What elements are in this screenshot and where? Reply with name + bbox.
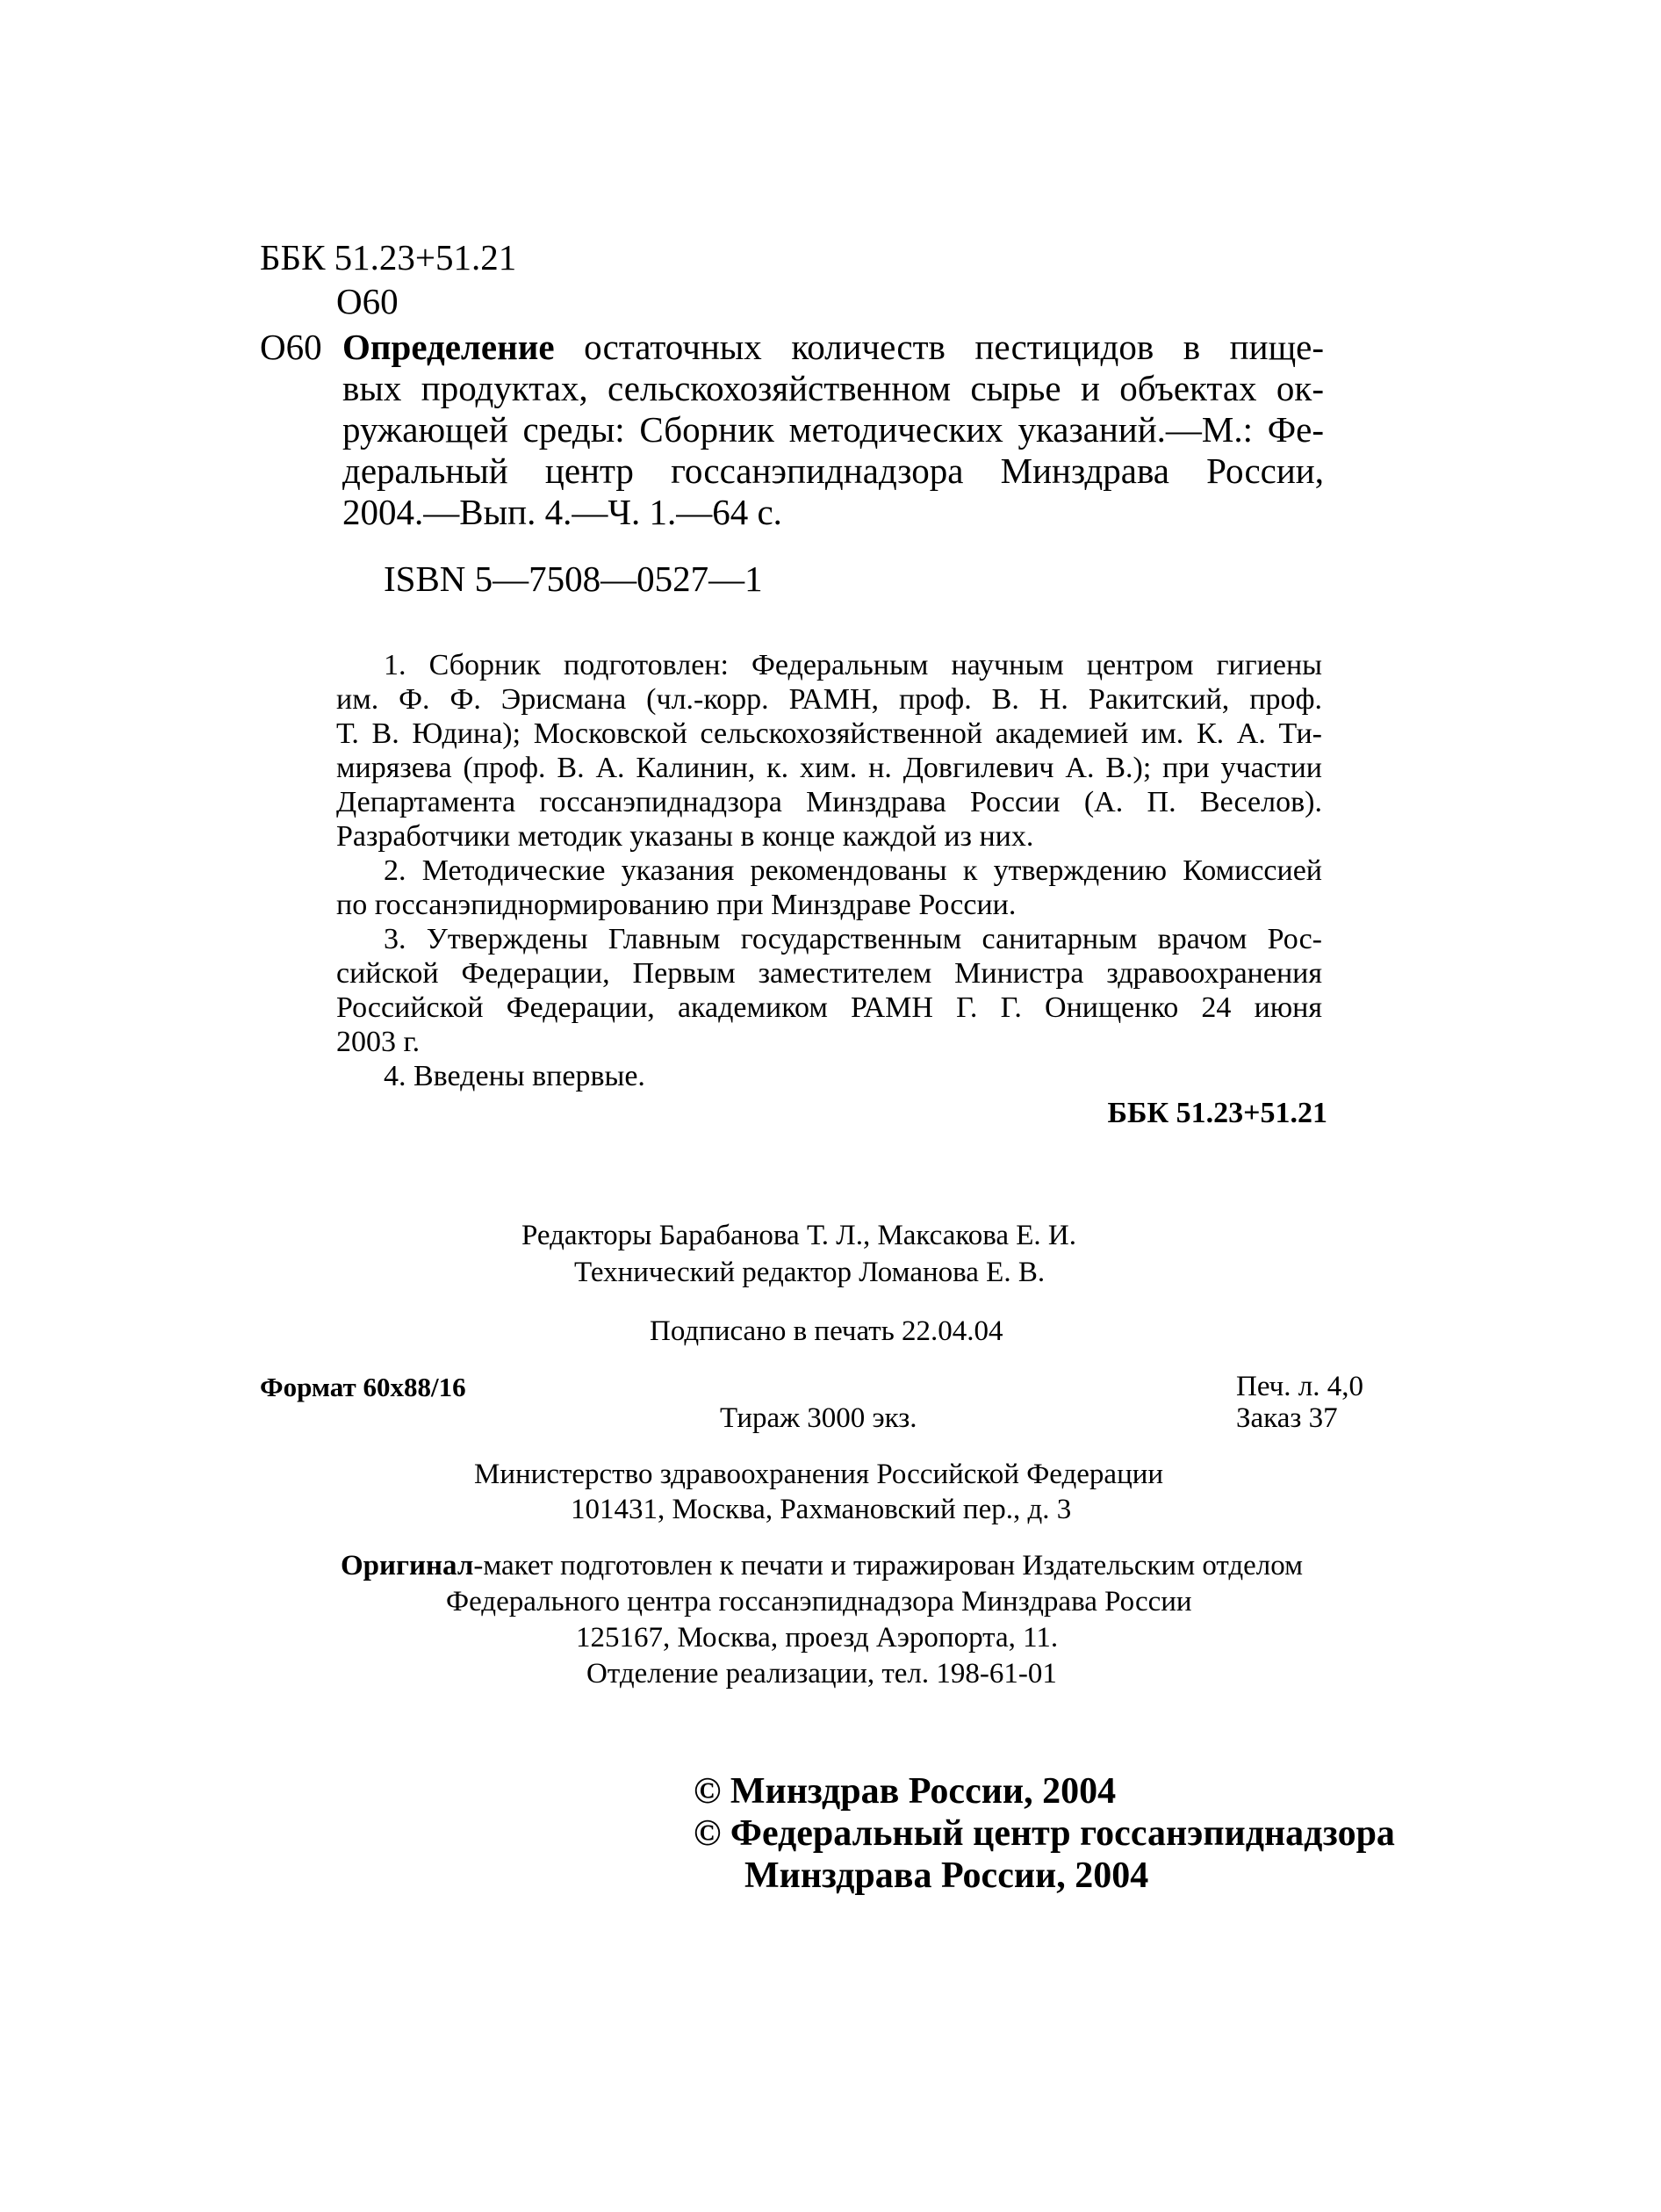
layout-line-3: 125167, Москва, проезд Аэропорта, 11. <box>576 1622 1059 1654</box>
copyright-line-2: © Федеральный центр госсанэпиднадзора <box>694 1813 1395 1854</box>
note-3-line-4: 2003 г. <box>336 1026 421 1058</box>
note-3-line-2: сийской Федерации, Первым заместителем Министра здравоохранения <box>336 957 1322 990</box>
notes-section <box>336 648 1322 1093</box>
record-line-4: деральный центр госсанэпиднадзора Минздрава России, <box>342 450 1324 491</box>
note-1-line-1: 1. Сборник подготовлен: Федеральным научным центром гигиены <box>384 649 1322 681</box>
tech-editor: Технический редактор Ломанова Е. В. <box>574 1257 1046 1288</box>
bbk-bottom: ББК 51.23+51.21 <box>1107 1097 1327 1129</box>
layout-line-1 <box>341 1549 1303 1583</box>
note-1-line-4: мирязева (проф. В. А. Калинин, к. хим. н. Довгилевич А. В.); при участии <box>336 752 1322 784</box>
record-line-5: 2004.—Вып. 4.—Ч. 1.—64 с. <box>342 492 782 532</box>
bibliographic-record <box>260 327 1324 537</box>
note-1-line-6: Разработчики методик указаны в конце каждой из них. <box>336 820 1034 853</box>
record-title-word: Определение <box>342 327 555 367</box>
note-1-line-5: Департамента госсанэпиднадзора Минздрава России (А. П. Веселов). <box>336 786 1322 818</box>
note-3-line-3: Российской Федерации, академиком РАМН Г. Г. Онищенко 24 июня <box>336 991 1322 1024</box>
record-line-1 <box>342 327 1324 368</box>
record-line-1-rest: остаточных количеств пестицидов в пище- <box>584 327 1324 367</box>
note-4: 4. Введены впервые. <box>384 1060 645 1092</box>
layout-line-1-bold: Оригинал <box>341 1550 474 1582</box>
print-format: Формат 60x88/16 <box>260 1372 466 1402</box>
record-line-3: ружающей среды: Сборник методических указаний.—М.: Фе- <box>342 409 1324 450</box>
layout-line-2: Федерального центра госсанэпиднадзора Минздрава России <box>446 1586 1192 1618</box>
layout-line-1-rest: -макет подготовлен к печати и тиражирован Издательским отделом <box>473 1550 1304 1582</box>
note-3-line-1: 3. Утверждены Главным государственным санитарным врачом Рос- <box>384 923 1322 955</box>
copyright-line-3: Минздрава России, 2004 <box>744 1855 1149 1896</box>
author-mark: О60 <box>260 327 322 367</box>
order-number: Заказ 37 <box>1236 1402 1338 1434</box>
ministry-address: 101431, Москва, Рахмановский пер., д. 3 <box>571 1494 1072 1525</box>
signed-date: Подписано в печать 22.04.04 <box>650 1315 1003 1347</box>
note-1-line-3: Т. В. Юдина); Московской сельскохозяйственной академией им. К. А. Ти- <box>336 717 1322 750</box>
copyright-line-1: © Минздрав России, 2004 <box>694 1771 1117 1812</box>
layout-line-4: Отделение реализации, тел. 198-61-01 <box>586 1658 1057 1690</box>
note-2-line-2: по госсанэпиднормированию при Минздраве России. <box>336 889 1017 921</box>
isbn: ISBN 5—7508—0527—1 <box>384 558 763 599</box>
print-sheets: Печ. л. 4,0 <box>1236 1371 1363 1402</box>
bbk-index: ББК 51.23+51.21 <box>260 237 517 277</box>
author-mark-top: О60 <box>336 281 399 321</box>
record-line-2: вых продуктах, сельскохозяйственном сырье и объектах ок- <box>342 368 1324 408</box>
print-run: Тираж 3000 экз. <box>720 1402 917 1434</box>
note-2-line-1: 2. Методические указания рекомендованы к утверждению Комиссией <box>384 854 1322 887</box>
editors: Редакторы Барабанова Т. Л., Максакова Е. И. <box>521 1220 1076 1251</box>
note-1-line-2: им. Ф. Ф. Эрисмана (чл.-корр. РАМН, проф. В. Н. Ракитский, проф. <box>336 683 1322 716</box>
ministry-name: Министерство здравоохранения Российской Федерации <box>474 1459 1164 1490</box>
